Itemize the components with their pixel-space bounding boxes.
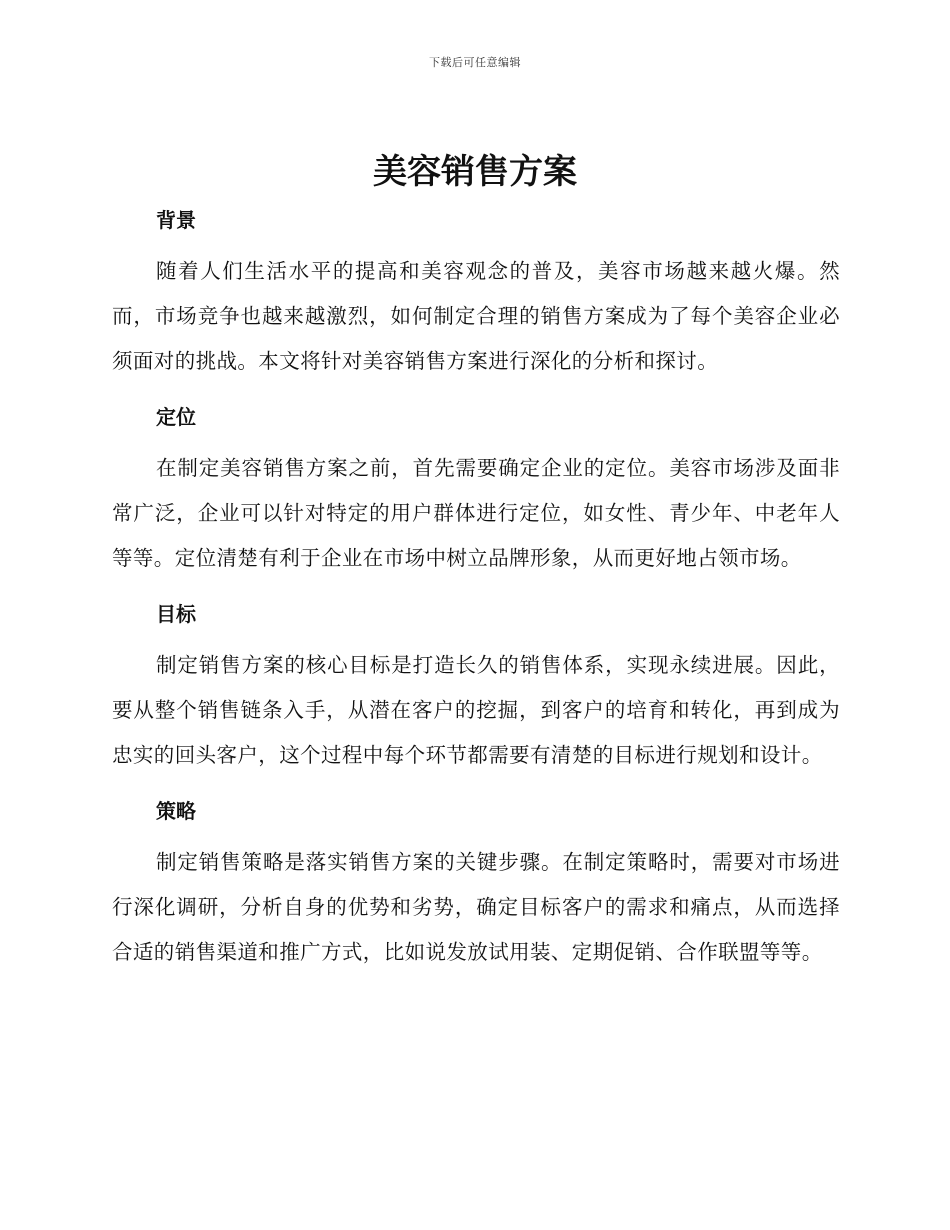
header-note: 下载后可任意编辑 [429,56,521,69]
section-heading: 策略 [156,799,196,823]
section-paragraph: 制定销售策略是落实销售方案的关键步骤。在制定策略时，需要对市场进行深化调研，分析自身的优势和劣势，确定目标客户的需求和痛点，从而选择合适的销售渠道和推广方式，比如说发放试用装、定期促销、合作联盟等等。 [112,850,840,964]
section-paragraph: 制定销售方案的核心目标是打造长久的销售体系，实现永续进展。因此，要从整个销售链条入手，从潜在客户的挖掘，到客户的培育和转化，再到成为忠实的回头客户，这个过程中每个环节都需要有清楚的目标进行规划和设计。 [112,653,840,767]
document-title: 美容销售方案 [373,152,577,192]
section-background [112,201,840,384]
section-heading: 背景 [156,208,196,232]
document-body [112,201,840,989]
section-positioning [112,398,840,581]
section-paragraph: 随着人们生活水平的提高和美容观念的普及，美容市场越来越火爆。然而，市场竞争也越来越激烈，如何制定合理的销售方案成为了每个美容企业必须面对的挑战。本文将针对美容销售方案进行深化的分析和探讨。 [112,259,840,373]
section-heading: 目标 [156,602,196,626]
section-heading: 定位 [156,405,196,429]
section-paragraph: 在制定美容销售方案之前，首先需要确定企业的定位。美容市场涉及面非常广泛，企业可以针对特定的用户群体进行定位，如女性、青少年、中老年人等等。定位清楚有利于企业在市场中树立品牌形象，从而更好地占领市场。 [112,456,840,570]
section-goals [112,595,840,778]
section-strategy [112,792,840,975]
